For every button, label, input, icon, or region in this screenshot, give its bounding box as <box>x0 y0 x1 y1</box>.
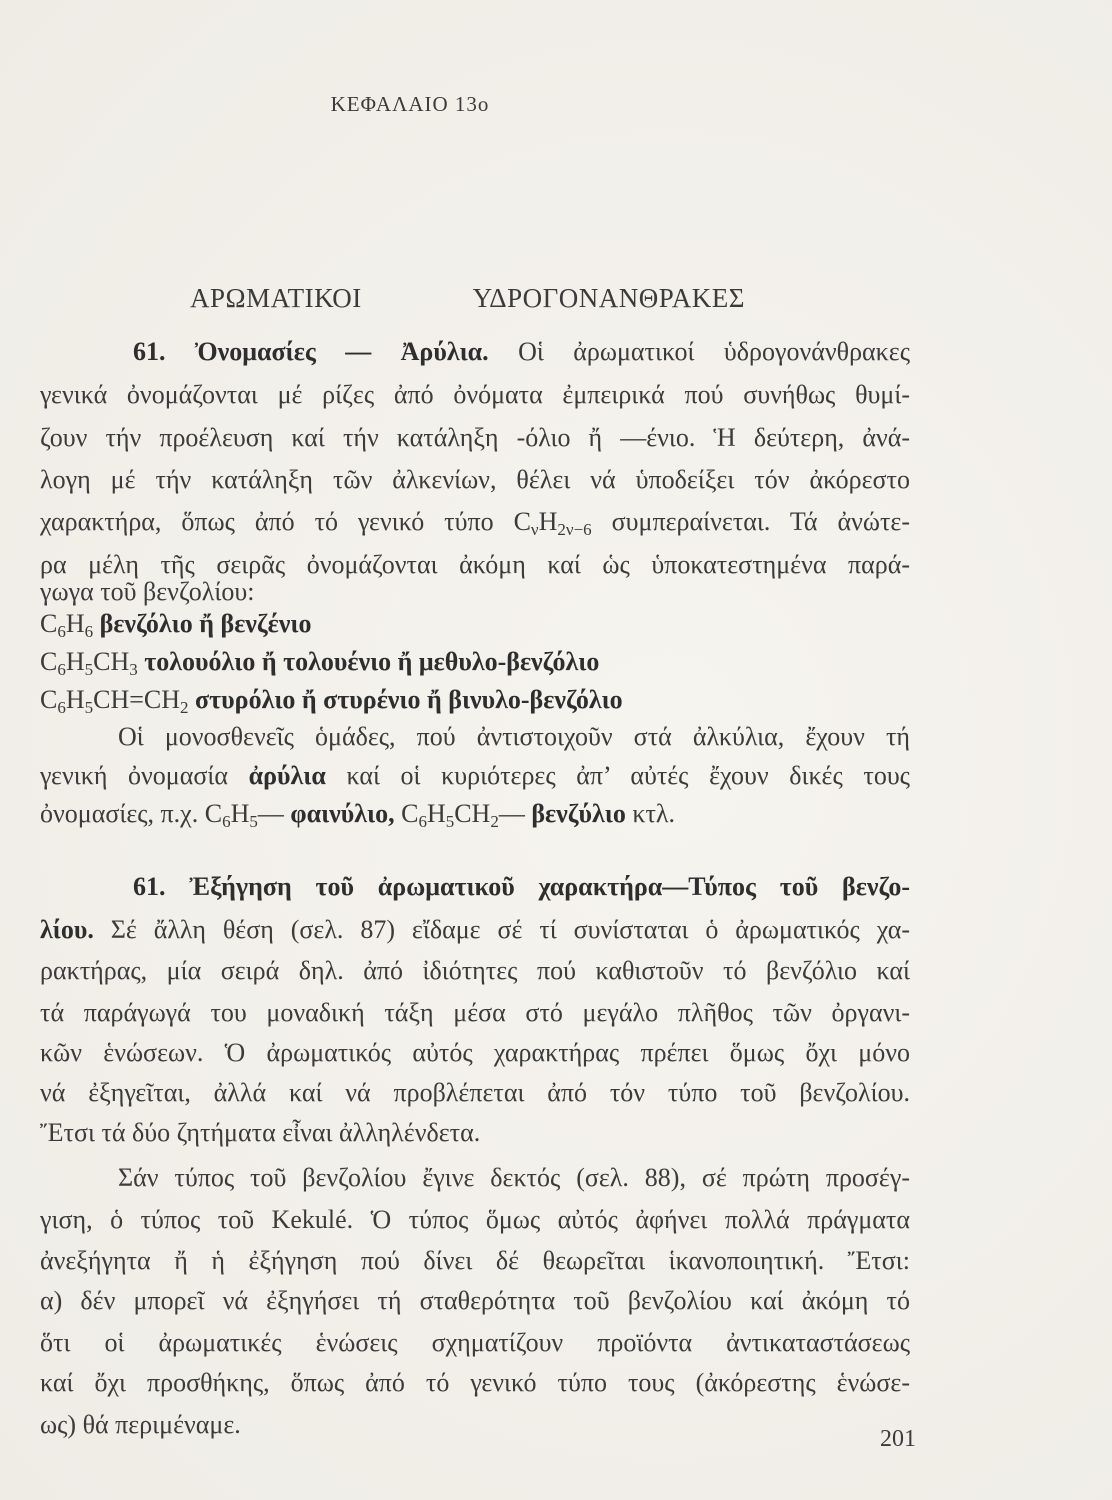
text-run: χαρακτήρα, ὅπως ἀπό τό γενικό τύπο C <box>40 507 531 536</box>
text-run: H <box>65 685 85 714</box>
text-line <box>118 721 910 753</box>
text-run: γωγα τοῦ βενζολίου: <box>40 577 255 606</box>
text-run: Σάν τύπος τοῦ βενζολίου ἔγινε δεκτός (σελ. 88), σέ πρώτη προσέγ- <box>118 1163 910 1192</box>
text-run: λογη μέ τήν κατάληξη τῶν ἀλκενίων, θέλει νά ὑποδείξει τόν ἀκόρεστο <box>40 465 910 494</box>
subscript: ν <box>530 520 539 539</box>
text-run: ρακτήρας, μία σειρά δηλ. ἀπό ἰδιότητες πού καθιστοῦν τό βενζόλιο καί <box>40 956 910 985</box>
subscript: 3 <box>129 660 138 679</box>
text-run: Σέ ἄλλη θέση (σελ. 87) εἴδαμε σέ τί συνίσταται ὁ ἀρωματικός χα- <box>93 915 910 944</box>
text-run: συμπεραίνεται. Τά ἀνώτε- <box>591 507 910 536</box>
text-run: Ἔτσι τά δύο ζητήματα εἶναι ἀλληλένδετα. <box>40 1118 481 1147</box>
text-line <box>40 646 910 678</box>
page-number: 201 <box>880 1426 916 1452</box>
bold-term: 61. Ἐξήγηση τοῦ ἀρωματικοῦ χαρακτήρα—Τύπος τοῦ βενζο- <box>133 872 910 901</box>
text-run: CH=CH <box>93 685 181 714</box>
subscript: 6 <box>57 660 66 679</box>
text-line <box>40 576 910 608</box>
bold-term: ἀρύλια <box>248 761 326 790</box>
text-run: — <box>498 799 532 828</box>
subscript: 5 <box>84 698 94 717</box>
text-run: καί ὄχι προσθήκης, ὅπως ἀπό τό γενικό τύπο τους (ἀκόρεστης ἑνώσε- <box>40 1368 910 1397</box>
text-run: ὅτι οἱ ἀρωματικές ἑνώσεις σχηματίζουν προϊόντα ἀντικαταστάσεως <box>40 1328 910 1357</box>
bold-term: στυρόλιο ἤ στυρένιο ἤ βινυλο-βενζόλιο <box>188 685 623 714</box>
text-run: τά παράγωγά του μοναδική τάξη μέσα στό μεγάλο πλῆθος τῶν ὀργανι- <box>40 998 910 1027</box>
text-run: CH <box>93 647 130 676</box>
text-run: καί οἱ κυριότερες ἀπ’ αὐτές ἔχουν δικές τους <box>325 761 910 790</box>
text-line <box>40 1285 910 1317</box>
text-run: ζουν τήν προέλευση καί τήν κατάληξη -όλιο ἤ —ένιο. Ἡ δεύτερη, ἀνά- <box>40 423 910 452</box>
subscript: 5 <box>445 812 455 831</box>
text-line <box>40 1037 910 1069</box>
text-line <box>118 1162 910 1194</box>
text-run: H <box>426 799 446 828</box>
text-run: γενικά ὀνομάζονται μέ ρίζες ἀπό ὀνόματα ἐμπειρικά πού συνήθως θυμί- <box>40 380 910 409</box>
text-run: H <box>538 507 558 536</box>
bold-term: λίου. <box>40 915 94 944</box>
text-line <box>133 871 910 903</box>
text-run: H <box>65 609 85 638</box>
text-line <box>40 760 910 792</box>
text-line <box>40 422 910 454</box>
text-run: κῶν ἑνώσεων. Ὁ ἀρωματικός αὐτός χαρακτήρας πρέπει ὅμως ὄχι μόνο <box>40 1038 910 1067</box>
bold-term: 61. Ὀνομασίες — Ἀρύλια. <box>133 337 489 366</box>
text-line <box>40 955 910 987</box>
text-run: γιση, ὁ τύπος τοῦ Kekulé. Ὁ τύπος ὅμως αὐτός ἀφήνει πολλά πράγματα <box>40 1205 910 1234</box>
text-run: C <box>40 685 58 714</box>
subscript: 2ν−6 <box>557 520 592 539</box>
text-run: α) δέν μπορεῖ νά ἐξηγήσει τή σταθερότητα τοῦ βενζολίου καί ἀκόμη τό <box>40 1286 910 1315</box>
text-run: CH <box>454 799 491 828</box>
text-run: H <box>230 799 250 828</box>
text-line <box>40 1367 910 1399</box>
text-run: Οἱ μονοσθενεῖς ὁμάδες, πού ἀντιστοιχοῦν στά ἀλκύλια, ἔχουν τή <box>118 722 910 751</box>
subscript: 5 <box>249 812 258 831</box>
text-line <box>40 914 910 946</box>
bold-term: βενζύλιο <box>531 799 626 828</box>
text-run: C <box>40 647 58 676</box>
chapter-header: ΚΕΦΑΛΑΙΟ 13ο <box>330 92 490 116</box>
subscript: 6 <box>57 622 66 641</box>
text-line <box>40 1327 910 1359</box>
subscript: 6 <box>418 812 427 831</box>
bold-term: τολουόλιο ἤ τολουένιο ἤ μεθυλο-βενζόλιο <box>137 647 600 676</box>
text-line <box>133 336 910 368</box>
subscript: 2 <box>180 698 189 717</box>
text-run: κτλ. <box>625 799 675 828</box>
text-line <box>40 798 910 830</box>
subscript: 6 <box>222 812 231 831</box>
text-line <box>40 464 910 496</box>
text-run: C <box>394 799 419 828</box>
text-line <box>40 1409 910 1441</box>
text-run: γενική ὀνομασία <box>40 761 249 790</box>
bold-term: βενζόλιο ἤ βενζένιο <box>93 609 312 638</box>
text-run: — <box>257 799 291 828</box>
text-run: ρα μέλη τῆς σειρᾶς ὀνομάζονται ἀκόμη καί ὡς ὑποκατεστημένα παρά- <box>40 550 910 579</box>
text-line <box>40 1077 910 1109</box>
text-line <box>40 379 910 411</box>
text-run: H <box>65 647 85 676</box>
text-line <box>40 1204 910 1236</box>
text-run: νά ἐξηγεῖται, ἀλλά καί νά προβλέπεται ἀπό τόν τύπο τοῦ βενζολίου. <box>40 1078 910 1107</box>
text-line <box>40 684 910 716</box>
text-line <box>40 608 910 640</box>
bold-term: φαινύλιο, <box>290 799 395 828</box>
subscript: 6 <box>57 698 66 717</box>
text-run: ἀνεξήγητα ἤ ἡ ἐξήγηση πού δίνει δέ θεωρεῖται ἱκανοποιητική. Ἔτσι: <box>40 1246 910 1275</box>
subscript: 6 <box>84 622 94 641</box>
text-line <box>40 1245 910 1277</box>
text-run: C <box>40 609 58 638</box>
text-run: ως) θά περιμέναμε. <box>40 1410 241 1439</box>
text-line <box>40 1117 910 1149</box>
text-line <box>40 506 910 538</box>
text-run: ὀνομασίες, π.χ. C <box>40 799 223 828</box>
subscript: 5 <box>84 660 94 679</box>
text-line <box>40 997 910 1029</box>
text-run: Οἱ ἀρωματικοί ὑδρογονάνθρακες <box>488 337 910 366</box>
subscript: 2 <box>490 812 499 831</box>
chapter-title: ΑΡΩΜΑΤΙΚΟΙ ΥΔΡΟΓΟΝΑΝΘΡΑΚΕΣ <box>190 283 745 313</box>
